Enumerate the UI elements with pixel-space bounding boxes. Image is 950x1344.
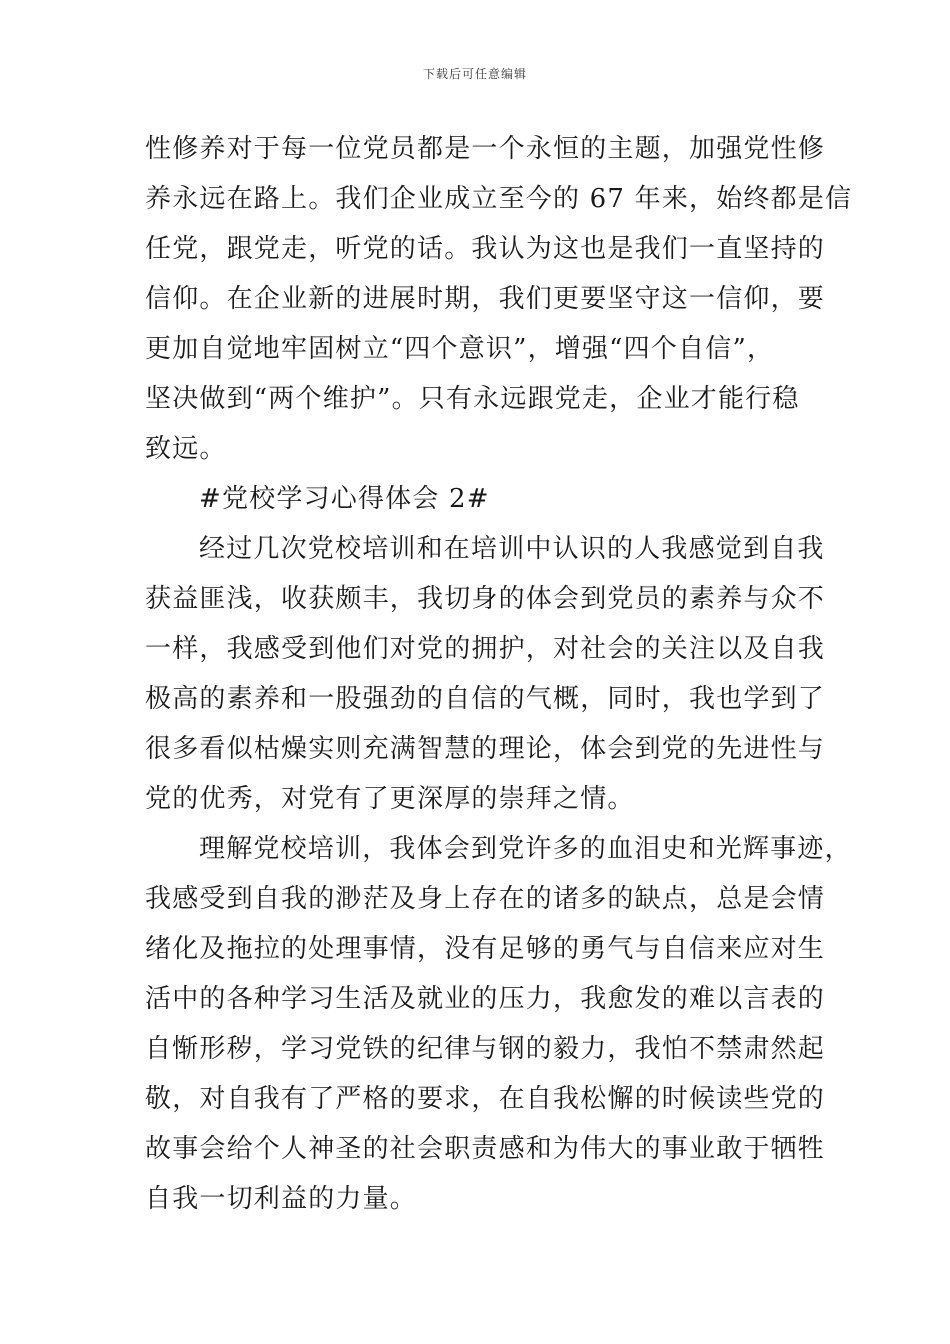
text-line: 获益匪浅，收获颇丰，我切身的体会到党员的素养与众不 (145, 584, 826, 614)
text-line: 党的优秀，对党有了更深厚的崇拜之情。 (145, 784, 635, 814)
text-line: 一样，我感受到他们对党的拥护，对社会的关注以及自我 (145, 634, 826, 664)
text-line: 自我一切利益的力量。 (145, 1184, 418, 1214)
text-line: 任党，跟党走，听党的话。我认为这也是我们一直坚持的 (145, 234, 826, 264)
section-heading: #党校学习心得体会 2# (199, 484, 490, 514)
text-line: 养永远在路上。我们企业成立至今的 67 年来，始终都是信 (145, 184, 853, 214)
text-line: 自惭形秽，学习党铁的纪律与钢的毅力，我怕不禁肃然起 (145, 1034, 826, 1064)
text-line: 更加自觉地牢固树立“四个意识”，增强“四个自信”， (145, 334, 775, 364)
text-line: 故事会给个人神圣的社会职责感和为伟大的事业敢于牺牲 (145, 1134, 826, 1164)
text-line: 坚决做到“两个维护”。只有永远跟党走，企业才能行稳 (145, 384, 800, 414)
text-line: 我感受到自我的渺茫及身上存在的诸多的缺点，总是会情 (145, 884, 826, 914)
text-line: 很多看似枯燥实则充满智慧的理论，体会到党的先进性与 (145, 734, 826, 764)
text-line: 活中的各种学习生活及就业的压力，我愈发的难以言表的 (145, 984, 826, 1014)
paragraph-start-line: 经过几次党校培训和在培训中认识的人我感觉到自我 (199, 534, 825, 564)
text-line: 极高的素养和一股强劲的自信的气概，同时，我也学到了 (145, 684, 826, 714)
text-line: 性修养对于每一位党员都是一个永恒的主题，加强党性修 (145, 134, 826, 164)
text-line: 信仰。在企业新的进展时期，我们更要坚守这一信仰，要 (145, 284, 826, 314)
page-header: 下载后可任意编辑 (422, 67, 527, 81)
document-body (145, 124, 853, 1224)
text-line: 敬，对自我有了严格的要求，在自我松懈的时候读些党的 (145, 1084, 826, 1114)
paragraph-start-line: 理解党校培训，我体会到党许多的血泪史和光辉事迹， (199, 834, 852, 864)
text-line: 绪化及拖拉的处理事情，没有足够的勇气与自信来应对生 (145, 934, 826, 964)
text-line: 致远。 (145, 434, 227, 464)
